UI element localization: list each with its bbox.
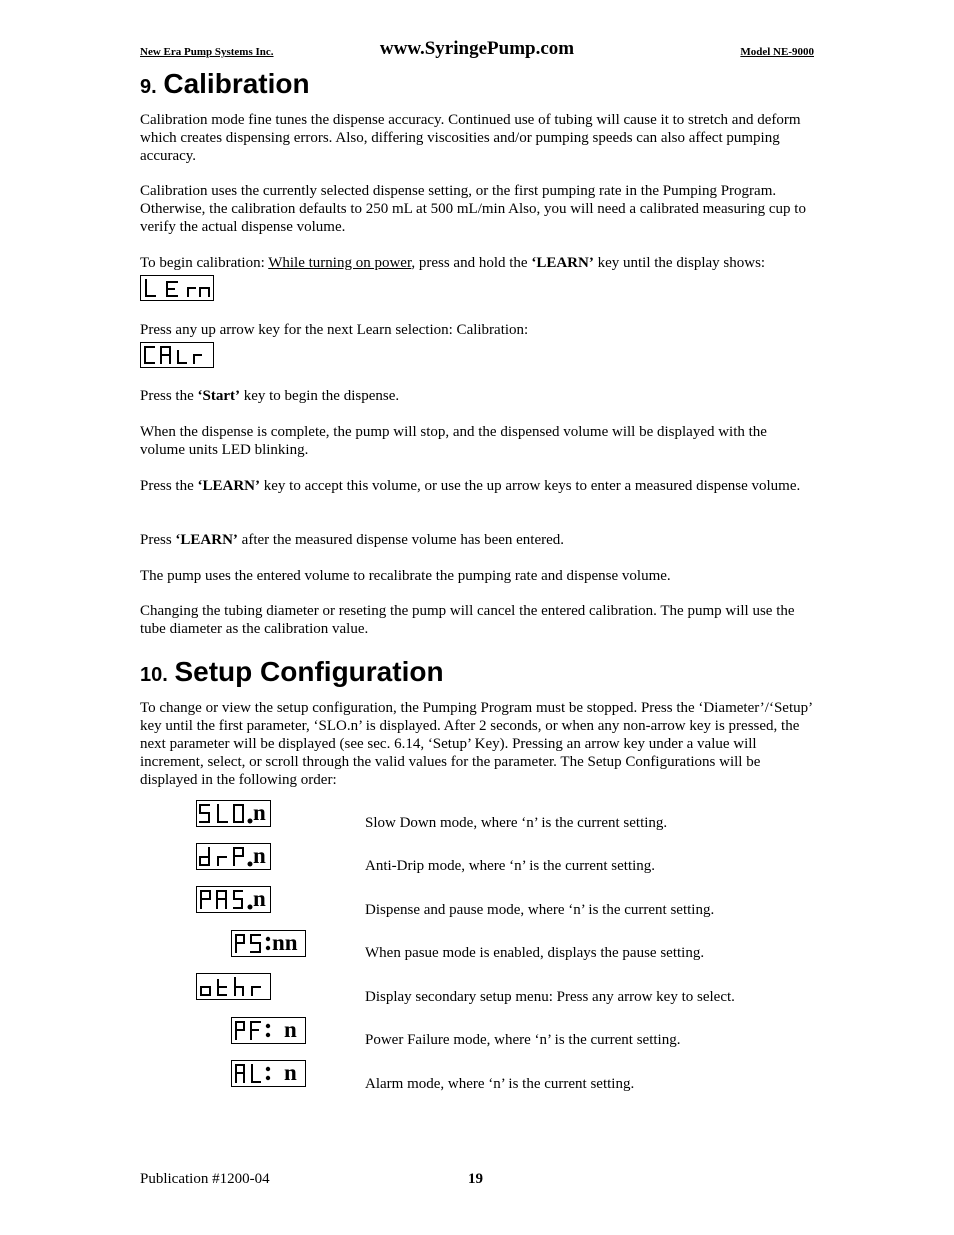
lcd-display-slo (196, 800, 271, 827)
model-number: Model NE-9000 (740, 46, 814, 58)
lcd-suffix: n (284, 1060, 297, 1085)
paragraph: Press ‘LEARN’ after the measured dispense volume has been entered. (140, 532, 565, 548)
lcd-al-glyphs (232, 1061, 277, 1086)
lcd-suffix: n (253, 800, 266, 825)
config-description: Power Failure mode, where ‘n’ is the current setting. (365, 1032, 681, 1048)
lcd-display-al (231, 1060, 306, 1087)
lcd-suffix: n (253, 843, 266, 868)
lcd-drp-glyphs (197, 844, 257, 869)
paragraph: Changing the tubing diameter or reseting the pump will cancel the entered calibration. The pump will use the tube diameter as the calibration value. (140, 603, 795, 637)
config-description: When pasue mode is enabled, displays the pause setting. (365, 945, 705, 961)
lcd-display-learn (140, 275, 214, 301)
config-description: Anti-Drip mode, where ‘n’ is the current setting. (365, 858, 656, 874)
section-10-heading (140, 656, 444, 688)
paragraph: The pump uses the entered volume to recalibrate the pumping rate and dispense volume. (140, 568, 671, 584)
page-number: 19 (468, 1171, 483, 1187)
paragraph: To change or view the setup configuration, the Pumping Program must be stopped. Press the ‘Diameter’/‘Setup’ key until the first parameter, ‘SLO.n’ is displayed. After 2 seconds, or when any non-arrow key is pressed, the next parameter will be displayed (see sec. 6.14, ‘Setup’ Key). Pressing an arrow key under a value will increment, select, or scroll through the valid values for the parameter. The Setup Configurations will be displayed in the following order: (140, 700, 812, 788)
lcd-display-drp (196, 843, 271, 870)
paragraph: To begin calibration: While turning on power, press and hold the ‘LEARN’ key until the display shows: (140, 255, 766, 271)
section-number: 9. (140, 76, 157, 98)
lcd-ps-glyphs (232, 931, 272, 956)
paragraph: Press any up arrow key for the next Learn selection: Calibration: (140, 322, 529, 338)
section-9-heading (140, 68, 310, 100)
lcd-suffix: n (284, 1017, 297, 1042)
lcd-learn-glyphs (141, 276, 213, 300)
lcd-display-pf (231, 1017, 306, 1044)
config-description: Display secondary setup menu: Press any arrow key to select. (365, 989, 735, 1005)
config-description: Slow Down mode, where ‘n’ is the current setting. (365, 815, 668, 831)
section-title: Setup Configuration (174, 656, 444, 687)
page-header (140, 36, 814, 62)
lcd-display-pas (196, 886, 271, 913)
paragraph: Press the ‘Start’ key to begin the dispense. (140, 388, 400, 404)
lcd-display-calibration (140, 342, 214, 368)
lcd-othr-glyphs (197, 974, 270, 999)
config-description: Dispense and pause mode, where ‘n’ is the current setting. (365, 902, 715, 918)
publication-number: Publication #1200-04 (140, 1171, 270, 1187)
lcd-display-othr (196, 973, 271, 1000)
paragraph: Calibration uses the currently selected dispense setting, or the first pumping rate in the Pumping Program. Otherwise, the calibration defaults to 250 mL at 500 mL/min Also, you will need a calibrated measuring cup to verify the actual dispense volume. (140, 183, 806, 235)
lcd-pf-glyphs (232, 1018, 277, 1043)
section-number: 10. (140, 664, 168, 686)
config-description: Alarm mode, where ‘n’ is the current setting. (365, 1076, 635, 1092)
lcd-suffix: nn (272, 930, 298, 955)
lcd-calr-glyphs (141, 343, 213, 367)
lcd-display-ps (231, 930, 306, 957)
section-title: Calibration (163, 68, 310, 99)
paragraph: Calibration mode fine tunes the dispense accuracy. Continued use of tubing will cause it to stretch and deform which creates dispensing errors. Also, differing viscosities and/or pumping speeds can also affect pumping accuracy. (140, 112, 801, 164)
paragraph: When the dispense is complete, the pump will stop, and the dispensed volume will be displayed with the volume units LED blinking. (140, 424, 767, 458)
website: www.SyringePump.com (379, 38, 575, 59)
lcd-slo-glyphs (197, 801, 257, 826)
paragraph: Press the ‘LEARN’ key to accept this volume, or use the up arrow keys to enter a measured dispense volume. (140, 478, 801, 494)
lcd-suffix: n (253, 886, 266, 911)
company-name: New Era Pump Systems Inc. (140, 46, 274, 58)
lcd-pas-glyphs (197, 887, 257, 912)
